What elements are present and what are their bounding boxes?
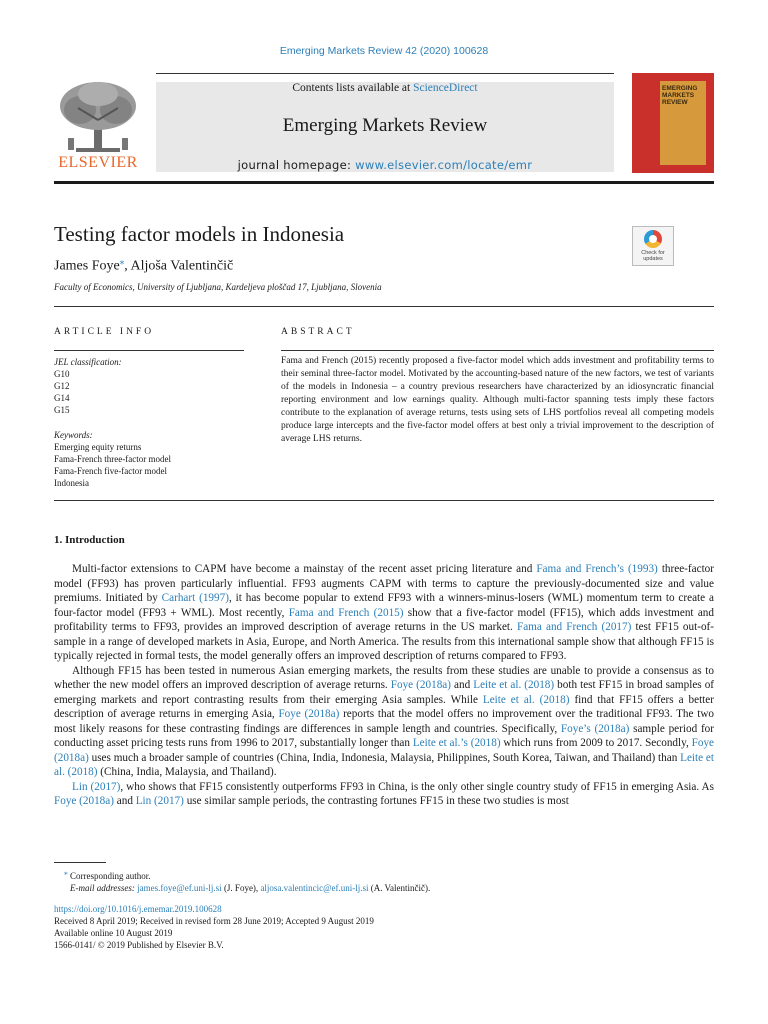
body-text: reports that the model offers no improvement over the traditional FF93. The two most likely reasons for these contrasting findings are differences in sample length and countries. Specifically, [54,708,714,735]
body-text: test FF15 out-of-sample in a range of developed markets in Asia, Europe, and North America. The results from this international sample show that although FF15 is typically rejected in formal tests, the model generally offers an improved description of returns compared to FF93. [54,621,714,662]
check-for-updates-badge[interactable] [632,226,674,266]
body-text: Although FF15 has been tested in numerous Asian emerging markets, the results from these studies are unable to provide a consensus as to whether the new model offers an improved description of average returns. [54,664,714,691]
author-name[interactable]: Aljoša Valentinčič [130,258,234,274]
body-text: and [113,795,136,807]
body-text: Multi-factor extensions to CAPM have become a mainstay of the recent asset pricing literature and [72,563,537,575]
email-link[interactable]: james.foye@ef.uni-lj.si [137,883,222,893]
crossmark-label [633,250,673,262]
body-paragraph [54,664,714,780]
homepage-link[interactable]: www.elsevier.com/locate/emr [355,158,533,172]
citation-link[interactable]: Carhart (1997) [161,592,229,604]
citation-link[interactable]: Lin (2017) [72,780,121,793]
journal-masthead [156,82,614,172]
citation-link[interactable]: Leite et al.’s (2018) [412,737,501,749]
email-owner: (A. Valentinčič). [368,883,431,893]
copyright-line: 1566-0141/ © 2019 Published by Elsevier B.V. [54,940,224,950]
header-rule [54,181,714,184]
abstract-rule [281,350,714,351]
journal-title: Emerging Markets Review [282,115,488,136]
footnote-rule [54,862,106,863]
citation-link[interactable]: Foye (2018a) [54,737,714,764]
body-text: , who shows that FF15 consistently outperforms FF93 in China, is the only other single country study of FF15 in emerging Asia. As [120,780,714,793]
citation-link[interactable]: Foye’s (2018a) [560,722,630,735]
article-title: Testing factor models in Indonesia [54,222,345,246]
contents-line [156,82,614,94]
crossmark-icon-center [649,235,657,243]
elsevier-tree-icon [56,80,140,156]
body-text: three-factor model (FF93) has proven particularly influential. FF93 augments CAPM with terms to capture the previously-documented size and value premiums. Initiated by [54,563,714,604]
abstract-text: Fama and French (2015) recently proposed a five-factor model which adds investment and profitability terms to their seminal three-factor model. Motivated by the accounting-based nature of the new factors, we test of variants of the models in Indonesia – a country previous researchers have characterized by an idiosyncratic financial reporting environment and low earnings quality. Although multi-factor spanning tests imply these factors contribute to the explanation of average returns, tests using sets of LHS portfolios reveal all competing models produce large intercepts and the five-factor model offers at best only a trivial improvement to the description of average LHS returns. [281,356,714,444]
author-list [54,256,233,275]
homepage-prefix: journal homepage: [237,158,356,172]
masthead-top-rule [156,73,614,74]
body-text: both test FF15 in broad samples of emerging markets and report contrasting results from their emerging Asia samples. While [54,679,715,706]
body-text: uses much a broader sample of countries (China, India, Indonesia, Malaysia, Philippines, South Korea, Taiwan, and Thailand) than [88,751,681,764]
keyword: Fama-French three-factor model [54,454,171,464]
citation-link[interactable]: Foye (2018a) [390,679,451,691]
corresponding-author-mark[interactable]: ⁎ [119,256,125,266]
crossmark-line: Check for [641,250,665,256]
author-separator: , [124,258,131,274]
citation-link[interactable]: Fama and French’s (1993) [536,563,658,575]
keyword: Indonesia [54,478,89,488]
keywords-label: Keywords: [54,430,93,440]
footnotes [54,867,714,894]
affiliation: Faculty of Economics, University of Ljubljana, Kardeljeva ploščad 17, Ljubljana, Slovenia [54,282,382,292]
contents-prefix: Contents lists available at [292,82,414,94]
email-owner: (J. Foye), [221,883,261,893]
footnote-mark: ⁎ [64,868,68,877]
elsevier-logo[interactable] [54,80,142,176]
citation-link[interactable]: Fama and French (2015) [288,606,404,619]
body-paragraph [54,562,714,664]
author-name[interactable]: James Foye [54,258,120,274]
article-info-block [54,356,244,489]
body-paragraph [54,780,714,809]
received-dates: Received 8 April 2019; Received in revised form 28 June 2019; Accepted 9 August 2019 [54,916,374,926]
online-date: Available online 10 August 2019 [54,928,173,938]
citation-link[interactable]: Leite et al. (2018) [482,693,570,706]
jel-code: G12 [54,381,70,391]
introduction-body [54,562,714,809]
article-info-rule [54,350,244,351]
jel-code: G14 [54,393,70,403]
elsevier-wordmark: ELSEVIER [58,154,138,171]
body-text: (China, India, Malaysia, and Thailand). [97,766,277,778]
jel-label: JEL classification: [54,357,122,367]
citation-link[interactable]: Foye (2018a) [278,708,340,720]
cover-title-line: REVIEW [662,99,688,106]
email-note [54,882,714,894]
email-link[interactable]: aljosa.valentincic@ef.uni-lj.si [260,883,369,893]
email-label: E-mail addresses: [70,883,138,893]
spacer [54,416,244,429]
citation-link[interactable]: Fama and French (2017) [516,621,632,633]
citation-link[interactable]: Lin (2017) [135,795,184,807]
article-info-heading: ARTICLE INFO [54,327,155,337]
jel-code: G15 [54,405,70,415]
section-rule [54,306,714,307]
crossmark-line: updates [643,256,663,262]
keyword: Fama-French five-factor model [54,466,167,476]
corresponding-text: Corresponding author. [70,871,151,881]
introduction-heading: 1. Introduction [54,534,125,546]
homepage-line [156,158,614,172]
doi-link[interactable]: https://doi.org/10.1016/j.ememar.2019.100628 [54,904,222,914]
citation-link[interactable]: Leite et al. (2018) [473,679,555,691]
citation-link[interactable]: Leite et al. (2018) [54,751,714,778]
abstract-heading: ABSTRACT [281,327,355,337]
cover-title [662,85,706,106]
body-text: sample period for conducting asset pricing tests runs from 1996 to 2017, substantially longer than [54,722,714,749]
body-text: , it has become popular to extend FF93 with a winners-minus-losers (WML) momentum term to create a four-factor model (FF93 + WML). Most recently, [54,592,714,619]
body-text: and [450,679,474,691]
cover-title-line: EMERGING [662,85,698,92]
citation-link[interactable]: Foye (2018a) [54,795,114,807]
section-rule [54,500,714,501]
body-text: which runs from 2009 to 2017. Secondly, [500,737,692,749]
journal-reference[interactable]: Emerging Markets Review 42 (2020) 100628 [279,45,489,57]
body-text: show that a five-factor model (FF15), which adds investment and profitability terms to FF93, provides an improved description of average returns in the US market. [54,606,714,633]
keyword: Emerging equity returns [54,442,142,452]
journal-cover-thumbnail[interactable] [632,73,714,173]
jel-code: G10 [54,369,70,379]
publication-details [54,903,714,951]
cover-title-line: MARKETS [662,92,695,99]
body-text: use similar sample periods, the contrasting fortunes FF15 in these two studies is most [183,795,569,807]
sciencedirect-link[interactable]: ScienceDirect [413,82,478,94]
body-text: find that FF15 offers a better description of average returns in emerging Asia, [54,693,714,720]
corresponding-note [54,867,714,882]
